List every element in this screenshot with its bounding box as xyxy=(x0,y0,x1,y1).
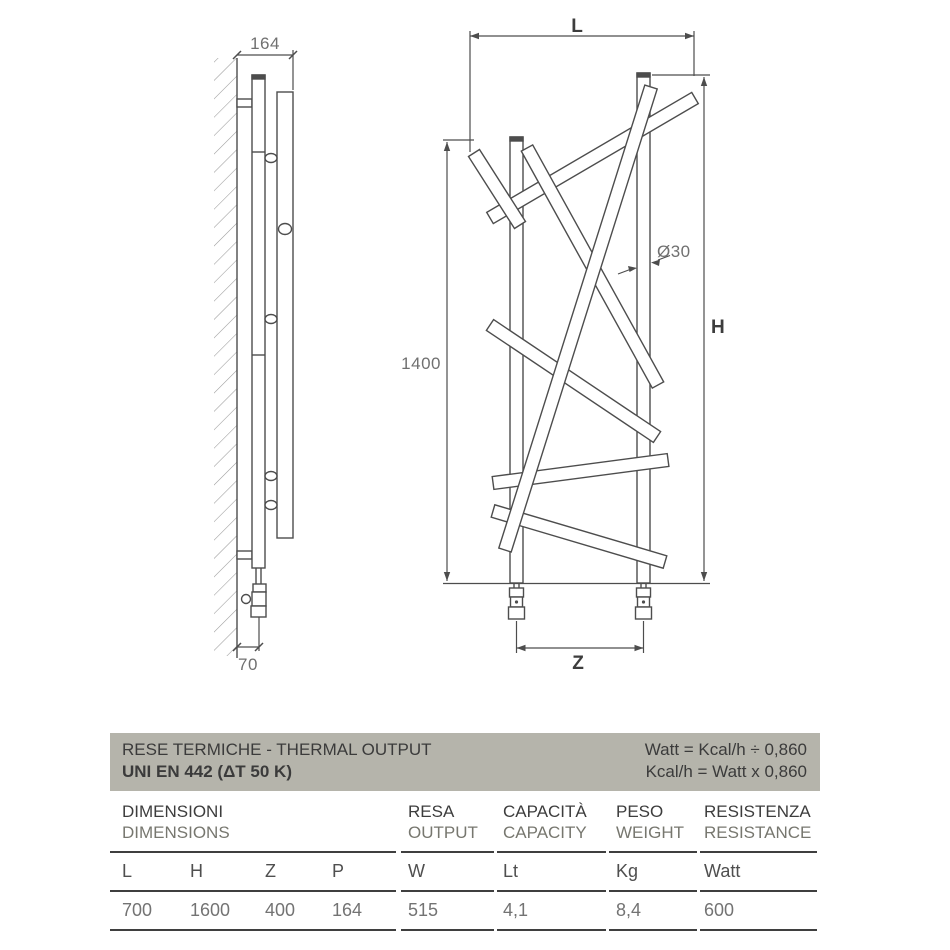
column-group-output: RESA OUTPUT xyxy=(408,802,478,842)
value-capacity-litres: 4,1 xyxy=(503,900,529,920)
column-header-Lt: Lt xyxy=(503,861,519,881)
column-header-Z: Z xyxy=(265,861,276,881)
table-rule-bottom xyxy=(110,929,817,931)
side-outer-tube xyxy=(277,92,293,538)
value-resistance-watt: 600 xyxy=(704,900,735,920)
column-header-W: W xyxy=(408,861,425,881)
formula-kcal: Kcal/h = Watt x 0,860 xyxy=(645,762,807,781)
front-right-tube xyxy=(637,73,650,583)
value-weight-kg: 8,4 xyxy=(616,900,642,920)
conversion-formulas xyxy=(645,739,807,783)
height-dimension-label: H xyxy=(711,317,725,338)
thermal-output-title xyxy=(122,739,432,783)
wall-bracket-top xyxy=(237,99,252,107)
column-header-H: H xyxy=(190,861,203,881)
dimension-L xyxy=(470,31,694,152)
wall-hatch xyxy=(214,58,237,656)
dimension-1400 xyxy=(443,140,474,581)
side-valve-assembly xyxy=(242,568,267,617)
dimension-Z xyxy=(517,621,644,653)
wall-bracket-bottom xyxy=(237,551,252,559)
thermal-output-header-band xyxy=(110,733,820,791)
title-line-italian-english: RESE TERMICHE - THERMAL OUTPUT xyxy=(122,740,432,759)
side-main-tube xyxy=(252,75,265,568)
value-depth: 164 xyxy=(332,900,363,920)
tube-diameter-label: Ø30 xyxy=(657,242,691,261)
title-line-standard: UNI EN 442 (ΔT 50 K) xyxy=(122,762,292,781)
column-header-L: L xyxy=(122,861,133,881)
depth-dimension-label: 164 xyxy=(250,34,280,53)
column-header-Kg: Kg xyxy=(616,861,639,881)
value-output-watt: 515 xyxy=(408,900,439,920)
valve-spacing-label: Z xyxy=(572,653,584,674)
front-view-drawing xyxy=(401,16,725,674)
value-length: 700 xyxy=(122,900,153,920)
column-group-weight: PESO WEIGHT xyxy=(616,802,684,842)
tube-span-label: 1400 xyxy=(401,354,441,373)
column-header-P: P xyxy=(332,861,345,881)
value-z-spacing: 400 xyxy=(265,900,296,920)
width-dimension-label: L xyxy=(571,16,583,37)
column-group-capacity: CAPACITÀ CAPACITY xyxy=(503,802,587,842)
front-right-valve xyxy=(636,583,652,619)
wall-distance-label: 70 xyxy=(238,655,258,674)
formula-watt: Watt = Kcal/h ÷ 0,860 xyxy=(644,740,807,759)
table-rule-top xyxy=(110,851,817,853)
front-left-valve xyxy=(509,583,525,619)
side-view-drawing xyxy=(214,34,297,674)
column-group-dimensions: DIMENSIONI DIMENSIONS xyxy=(122,802,230,842)
value-height: 1600 xyxy=(190,900,231,920)
column-header-Watt: Watt xyxy=(704,861,741,881)
column-group-resistance: RESISTENZA RESISTANCE xyxy=(704,802,812,842)
table-rule-middle xyxy=(110,890,817,892)
